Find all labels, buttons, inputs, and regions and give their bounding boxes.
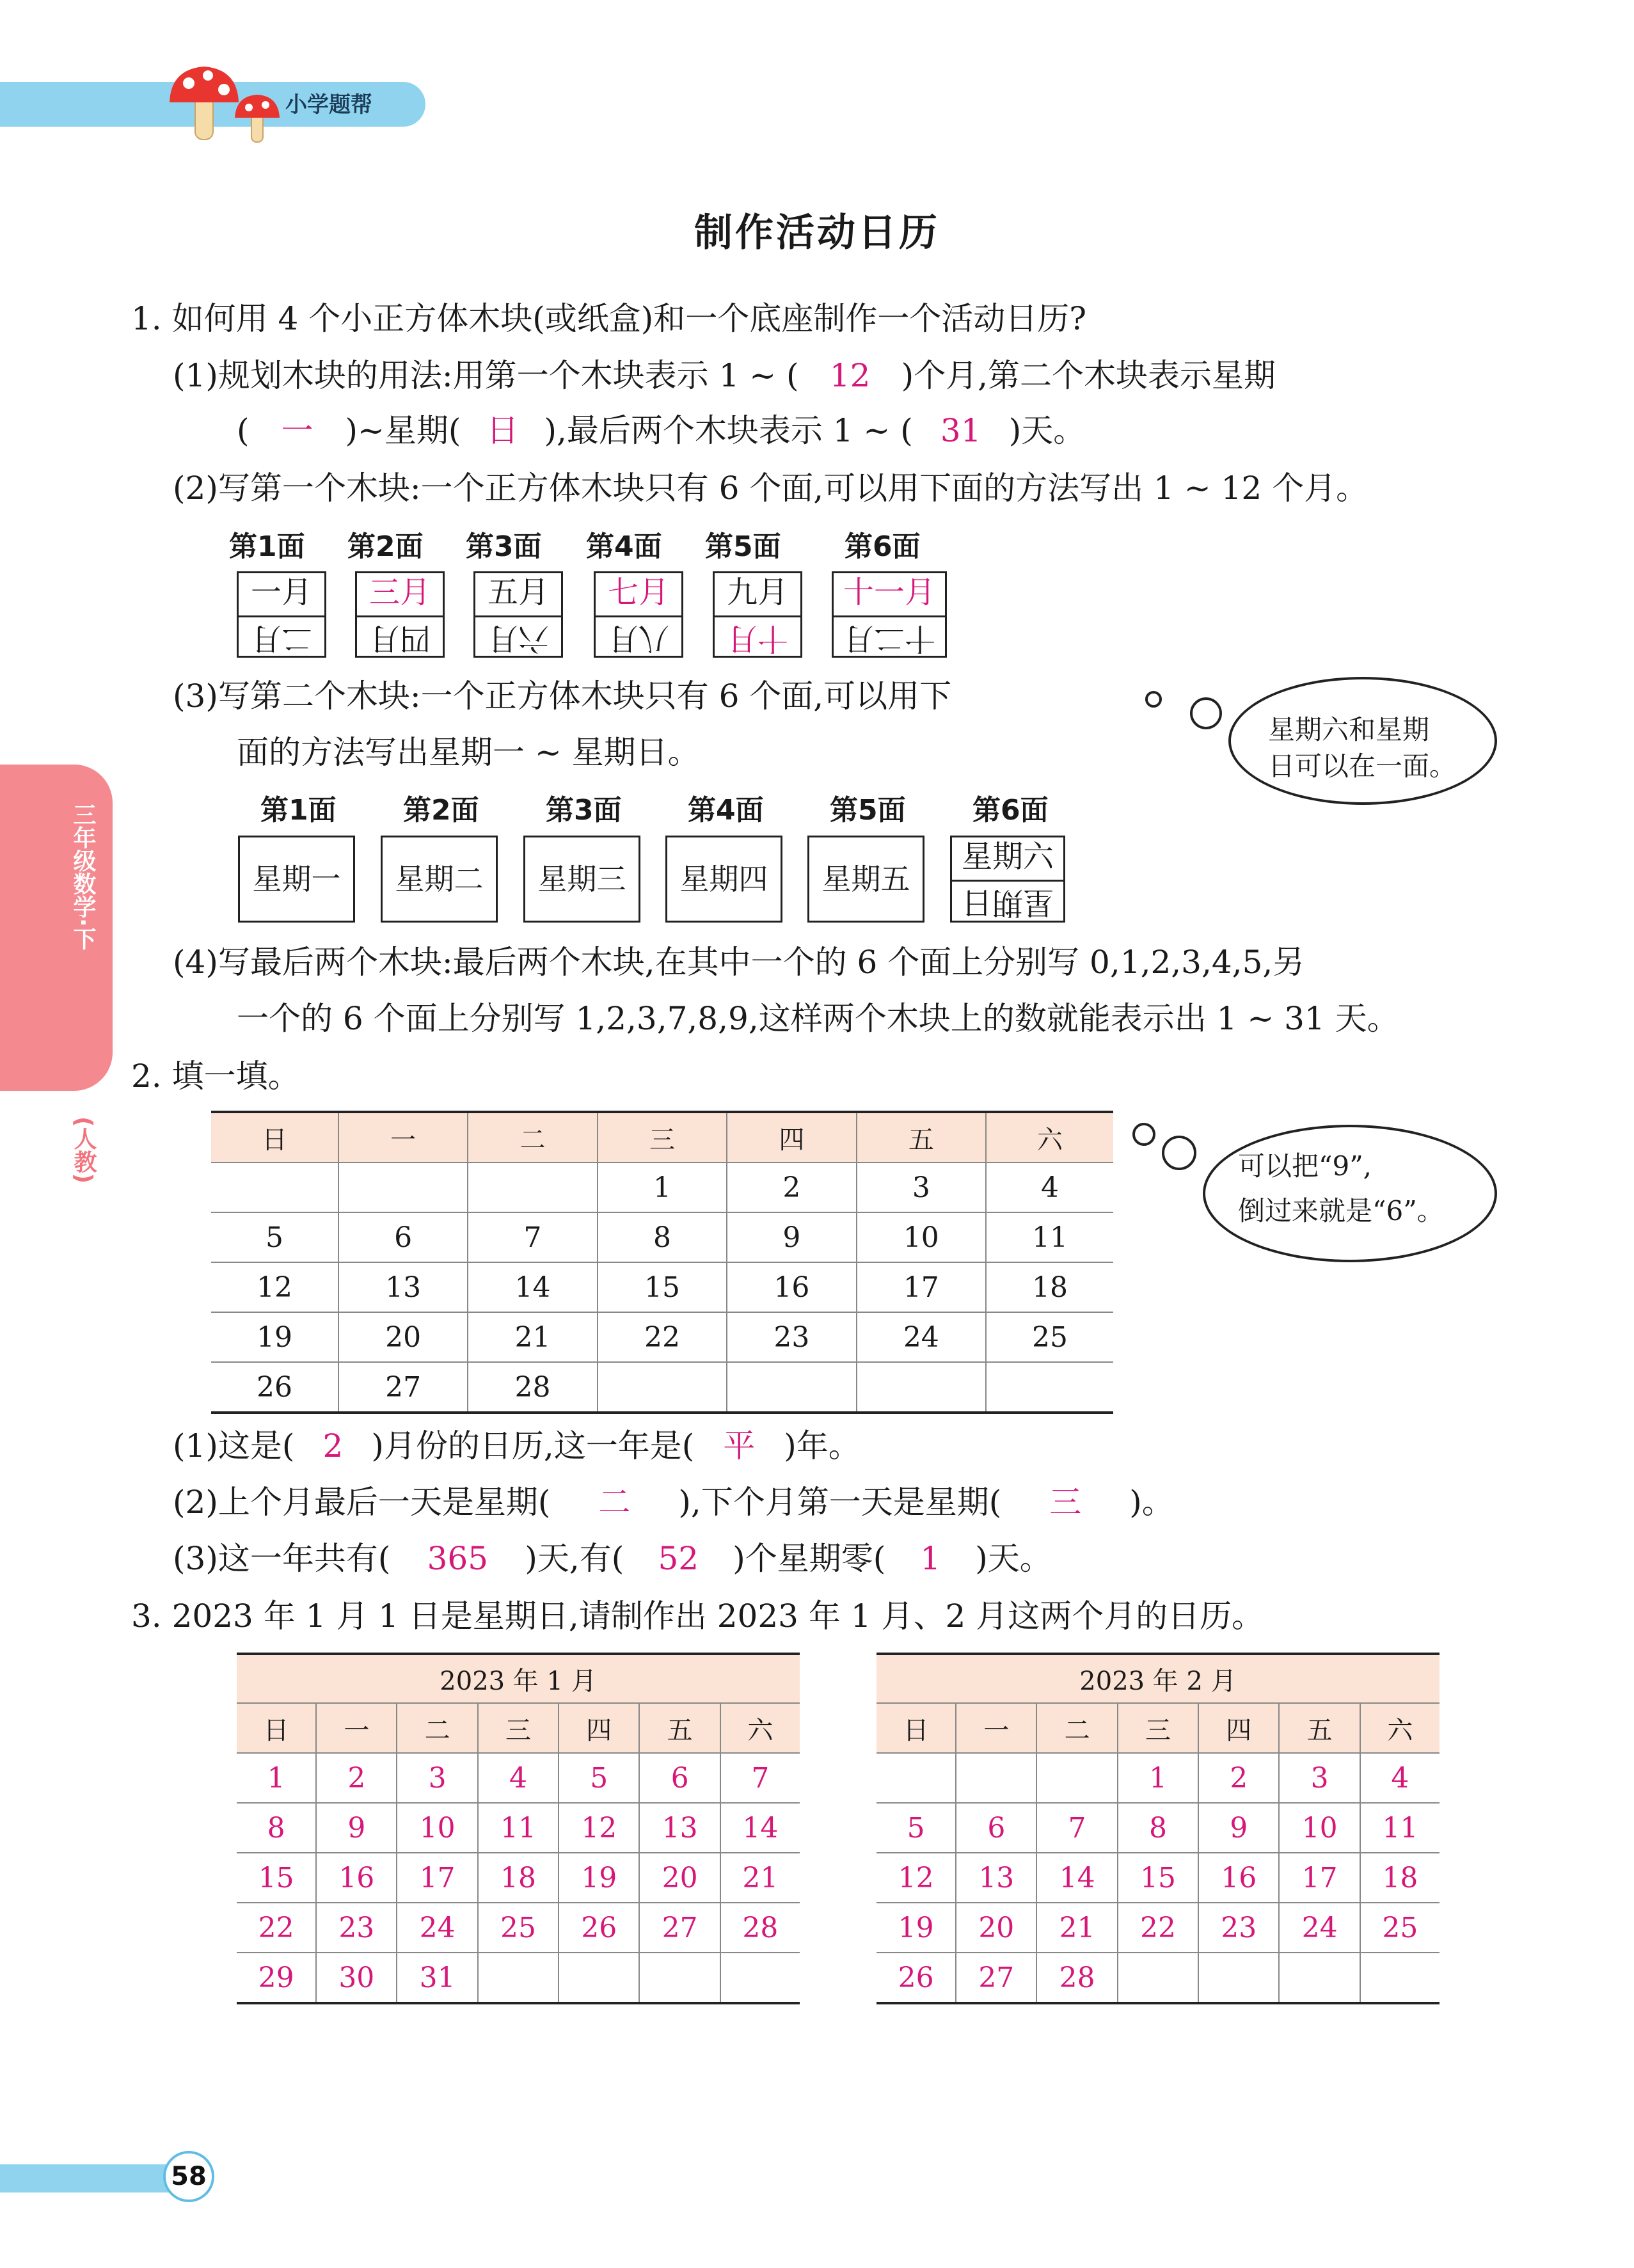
- calendar-cell: [1118, 1953, 1198, 2003]
- calendar-cell: 11: [478, 1803, 559, 1853]
- calendar-cell: 14: [468, 1262, 597, 1312]
- weekday-header: 一: [338, 1112, 468, 1162]
- calendar-cell: 17: [857, 1262, 986, 1312]
- weekday-header: 四: [1198, 1703, 1279, 1753]
- bubble2-dot-large: [1162, 1136, 1196, 1170]
- weekday-header: 一: [956, 1703, 1036, 1753]
- calendar-cell: 26: [559, 1903, 639, 1953]
- month-face-box: [355, 571, 445, 658]
- calendar-cell: [956, 1753, 1036, 1803]
- q3-stem: 3. 2023 年 1 月 1 日是星期日,请制作出 2023 年 1 月、2 月这两个月的日历。: [131, 1598, 1264, 1635]
- calendar-cell: 19: [876, 1903, 956, 1953]
- calendar-cell: 13: [956, 1853, 1036, 1903]
- bubble2-line1: 可以把“9”,: [1238, 1150, 1372, 1182]
- calendar-cell: 16: [1198, 1853, 1279, 1903]
- weekday-header: 二: [1036, 1703, 1117, 1753]
- answer-days: 31: [940, 412, 981, 449]
- calendar-cell: 7: [468, 1212, 597, 1262]
- calendar-cell: 20: [338, 1312, 468, 1362]
- month-face-top: 一月: [239, 573, 324, 617]
- calendar-cell: 1: [1118, 1753, 1198, 1803]
- calendar-cell: 6: [956, 1803, 1036, 1853]
- calendar-cell: 4: [478, 1753, 559, 1803]
- page-title: 制作活动日历: [694, 210, 940, 255]
- month-face-bottom-inverted: 四月: [369, 621, 431, 656]
- month-face-box: [237, 571, 326, 658]
- calendar-cell: 1: [598, 1162, 727, 1212]
- calendar-title: 2023 年 1 月: [237, 1654, 800, 1703]
- week-face-label: 第2面: [403, 794, 479, 827]
- weekday-header: 日: [211, 1112, 338, 1162]
- calendar-cell: [1279, 1953, 1360, 2003]
- calendar-cell: 12: [559, 1803, 639, 1853]
- calendar-cell: 28: [468, 1362, 597, 1413]
- calendar-cell: [639, 1953, 720, 2003]
- calendar-cell: 9: [727, 1212, 856, 1262]
- weekday-header: 五: [857, 1112, 986, 1162]
- weekday-header: 日: [237, 1703, 316, 1753]
- month-face-box: [832, 571, 947, 658]
- week-face-top: 星期六: [952, 837, 1063, 882]
- calendar-cell: [876, 1753, 956, 1803]
- q1-part1-line2: ( 一 )~星期( 日 ),最后两个木块表示 1 ~ ( 31 )天。: [237, 412, 1086, 449]
- calendar-cell: 15: [237, 1853, 316, 1903]
- month-face-bottom-inverted: 八月: [608, 621, 670, 656]
- calendar-cell: [720, 1953, 800, 2003]
- month-face-bottom-inverted: 十月: [727, 621, 789, 656]
- calendar-cell: 15: [598, 1262, 727, 1312]
- calendar-cell: 18: [986, 1262, 1113, 1312]
- calendar-cell: 13: [639, 1803, 720, 1853]
- week-face-text: 星期四: [679, 862, 768, 896]
- week-face-text: 星期二: [395, 862, 484, 896]
- week-face-box: [238, 836, 355, 923]
- month-face-label: 第5面: [705, 530, 781, 563]
- q1-part1-line1: (1)规划木块的用法:用第一个木块表示 1 ~ ( 12 )个月,第二个木块表示星期: [173, 357, 1276, 394]
- calendar-cell: 8: [1118, 1803, 1198, 1853]
- calendar-cell: 21: [468, 1312, 597, 1362]
- side-tab-edition: (人教): [70, 1116, 97, 1184]
- calendar-cell: 1: [237, 1753, 316, 1803]
- week-face-box: [523, 836, 640, 923]
- calendar-cell: [559, 1953, 639, 2003]
- mushroom-logo-icon: [163, 56, 291, 146]
- month-face-label: 第4面: [586, 530, 662, 563]
- calendar-cell: 28: [720, 1903, 800, 1953]
- month-face-box: [713, 571, 802, 658]
- calendar-cell: [478, 1953, 559, 2003]
- calendar-cell: 24: [1279, 1903, 1360, 1953]
- calendar-cell: 9: [1198, 1803, 1279, 1853]
- calendar-cell: 21: [720, 1853, 800, 1903]
- month-face-label: 第2面: [347, 530, 424, 563]
- calendar-title: 2023 年 2 月: [876, 1654, 1440, 1703]
- calendar-cell: 7: [1036, 1803, 1117, 1853]
- month-face-box: [594, 571, 683, 658]
- weekday-header: 三: [1118, 1703, 1198, 1753]
- weekday-header: 三: [598, 1112, 727, 1162]
- q1-part4-line2: 一个的 6 个面上分别写 1,2,3,7,8,9,这样两个木块上的数就能表示出 1 ~ 31 天。: [237, 1000, 1399, 1037]
- weekday-header: 四: [727, 1112, 856, 1162]
- weekday-header: 六: [720, 1703, 800, 1753]
- calendar-cell: 22: [237, 1903, 316, 1953]
- weekday-header: 六: [986, 1112, 1113, 1162]
- week-face-bottom-inverted: 星期日: [962, 885, 1054, 921]
- calendar-cell: 27: [956, 1953, 1036, 2003]
- weekday-header: 五: [639, 1703, 720, 1753]
- calendar-cell: 22: [598, 1312, 727, 1362]
- calendar-cell: 19: [211, 1312, 338, 1362]
- month-face-bottom-inverted: 十二月: [843, 621, 936, 656]
- weekday-header: 一: [316, 1703, 397, 1753]
- bubble1-line1: 星期六和星期: [1268, 714, 1430, 745]
- calendar-cell: 16: [727, 1262, 856, 1312]
- week-face-text: 星期一: [252, 862, 341, 896]
- calendar-cell: 7: [720, 1753, 800, 1803]
- bubble-dot-large: [1190, 697, 1222, 729]
- week-face-box: [807, 836, 924, 923]
- week-face-box: [381, 836, 498, 923]
- calendar-cell: 6: [639, 1753, 720, 1803]
- calendar-cell: 27: [338, 1362, 468, 1413]
- month-face-label: 第1面: [229, 530, 305, 563]
- answer-days-in-year: 365: [427, 1540, 489, 1577]
- calendar-cell: 28: [1036, 1953, 1117, 2003]
- month-face-bottom-inverted: 二月: [251, 621, 313, 656]
- calendar-cell: [211, 1162, 338, 1212]
- calendar-cell: 15: [1118, 1853, 1198, 1903]
- month-face-top: 三月: [357, 573, 443, 617]
- weekday-header: 四: [559, 1703, 639, 1753]
- calendar-cell: 17: [397, 1853, 477, 1903]
- week-face-label: 第1面: [260, 794, 337, 827]
- calendar-cell: 3: [1279, 1753, 1360, 1803]
- answer-next-first-day: 三: [1049, 1484, 1082, 1521]
- month-face-label: 第3面: [466, 530, 542, 563]
- q2-stem: 2. 填一填。: [131, 1058, 300, 1095]
- calendar-cell: 23: [316, 1903, 397, 1953]
- calendar-cell: 3: [857, 1162, 986, 1212]
- calendar-cell: 3: [397, 1753, 477, 1803]
- calendar-cell: 30: [316, 1953, 397, 2003]
- calendar-cell: 19: [559, 1853, 639, 1903]
- calendar-cell: 16: [316, 1853, 397, 1903]
- calendar-cell: 2: [316, 1753, 397, 1803]
- calendar-cell: [1198, 1953, 1279, 2003]
- calendar-cell: 5: [559, 1753, 639, 1803]
- bubble1-line2: 日可以在一面。: [1268, 750, 1457, 782]
- feb-calendar-table: [211, 1111, 1113, 1414]
- feb-2023-calendar: [876, 1653, 1440, 2004]
- jan-2023-calendar: [237, 1653, 800, 2004]
- q1-part2: (2)写第一个木块:一个正方体木块只有 6 个面,可以用下面的方法写出 1 ~ 12 个月。: [173, 470, 1368, 507]
- calendar-cell: 4: [1360, 1753, 1440, 1803]
- calendar-cell: 20: [956, 1903, 1036, 1953]
- calendar-cell: [338, 1162, 468, 1212]
- calendar-cell: 5: [211, 1212, 338, 1262]
- answer-weeks: 52: [658, 1540, 699, 1577]
- bubble2-dot-small: [1132, 1123, 1155, 1146]
- weekday-header: 五: [1279, 1703, 1360, 1753]
- calendar-cell: 27: [639, 1903, 720, 1953]
- calendar-cell: 23: [1198, 1903, 1279, 1953]
- answer-prev-last-day: 二: [598, 1484, 631, 1521]
- calendar-cell: [1360, 1953, 1440, 2003]
- week-face-box: [950, 836, 1065, 923]
- calendar-cell: 10: [857, 1212, 986, 1262]
- calendar-cell: 29: [237, 1953, 316, 2003]
- calendar-cell: 4: [986, 1162, 1113, 1212]
- calendar-cell: 23: [727, 1312, 856, 1362]
- week-face-label: 第6面: [972, 794, 1049, 827]
- calendar-cell: 8: [598, 1212, 727, 1262]
- q2-sub2: (2)上个月最后一天是星期( 二 ),下个月第一天是星期( 三 )。: [173, 1484, 1174, 1521]
- calendar-cell: 26: [211, 1362, 338, 1413]
- answer-extra-days: 1: [920, 1540, 941, 1577]
- calendar-cell: 11: [986, 1212, 1113, 1262]
- weekday-header: 六: [1360, 1703, 1440, 1753]
- month-face-top: 七月: [596, 573, 681, 617]
- month-face-bottom-inverted: 六月: [488, 621, 550, 656]
- month-face-top: 九月: [715, 573, 800, 617]
- q2-sub3: (3)这一年共有( 365 )天,有( 52 )个星期零( 1 )天。: [173, 1540, 1052, 1577]
- weekday-header: 二: [468, 1112, 597, 1162]
- answer-month: 2: [322, 1427, 344, 1464]
- calendar-cell: 21: [1036, 1903, 1117, 1953]
- week-face-label: 第5面: [830, 794, 906, 827]
- calendar-cell: 12: [211, 1262, 338, 1312]
- bubble2-line2: 倒过来就是“6”。: [1238, 1195, 1444, 1226]
- calendar-cell: 6: [338, 1212, 468, 1262]
- calendar-cell: 22: [1118, 1903, 1198, 1953]
- week-face-label: 第3面: [546, 794, 622, 827]
- calendar-cell: 10: [397, 1803, 477, 1853]
- calendar-cell: 2: [727, 1162, 856, 1212]
- calendar-cell: [986, 1362, 1113, 1413]
- q1-stem: 1. 如何用 4 个小正方体木块(或纸盒)和一个底座制作一个活动日历?: [131, 300, 1087, 337]
- calendar-cell: 25: [1360, 1903, 1440, 1953]
- weekday-header: 日: [876, 1703, 956, 1753]
- calendar-cell: [468, 1162, 597, 1212]
- month-face-label: 第6面: [845, 530, 921, 563]
- q1-part3-line2: 面的方法写出星期一 ~ 星期日。: [237, 734, 700, 771]
- q1-part4-line1: (4)写最后两个木块:最后两个木块,在其中一个的 6 个面上分别写 0,1,2,3,4,5,另: [173, 944, 1305, 981]
- week-face-label: 第4面: [688, 794, 764, 827]
- calendar-cell: 24: [857, 1312, 986, 1362]
- calendar-cell: [598, 1362, 727, 1413]
- brand-text: 小学题帮: [285, 92, 372, 118]
- week-face-box: [665, 836, 782, 923]
- calendar-cell: [727, 1362, 856, 1413]
- week-face-text: 星期五: [821, 862, 910, 896]
- q1-part3-line1: (3)写第二个木块:一个正方体木块只有 6 个面,可以用下: [173, 678, 952, 715]
- side-tab-title: 三年级数学·下: [70, 803, 96, 950]
- calendar-cell: 26: [876, 1953, 956, 2003]
- calendar-cell: 18: [478, 1853, 559, 1903]
- calendar-cell: 12: [876, 1853, 956, 1903]
- calendar-cell: 14: [1036, 1853, 1117, 1903]
- calendar-cell: 25: [986, 1312, 1113, 1362]
- answer-week-start: 一: [281, 412, 313, 449]
- calendar-cell: 20: [639, 1853, 720, 1903]
- answer-week-end: 日: [486, 412, 519, 449]
- calendar-cell: 14: [720, 1803, 800, 1853]
- answer-months: 12: [829, 357, 871, 394]
- calendar-cell: 9: [316, 1803, 397, 1853]
- month-face-box: [473, 571, 563, 658]
- calendar-cell: 10: [1279, 1803, 1360, 1853]
- calendar-cell: 25: [478, 1903, 559, 1953]
- calendar-cell: [857, 1362, 986, 1413]
- calendar-cell: 18: [1360, 1853, 1440, 1903]
- calendar-cell: 17: [1279, 1853, 1360, 1903]
- calendar-cell: 11: [1360, 1803, 1440, 1853]
- calendar-cell: 2: [1198, 1753, 1279, 1803]
- weekday-header: 三: [478, 1703, 559, 1753]
- calendar-cell: 31: [397, 1953, 477, 2003]
- week-face-text: 星期三: [537, 862, 626, 896]
- answer-year-type: 平: [723, 1427, 756, 1464]
- bubble-dot-small: [1145, 691, 1162, 708]
- calendar-cell: 24: [397, 1903, 477, 1953]
- page-number: 58: [163, 2151, 214, 2202]
- calendar-cell: 5: [876, 1803, 956, 1853]
- month-face-top: 五月: [475, 573, 561, 617]
- weekday-header: 二: [397, 1703, 477, 1753]
- q2-sub1: (1)这是( 2 )月份的日历,这一年是( 平 )年。: [173, 1427, 861, 1464]
- calendar-cell: 13: [338, 1262, 468, 1312]
- calendar-cell: 8: [237, 1803, 316, 1853]
- calendar-cell: [1036, 1753, 1117, 1803]
- month-face-top: 十一月: [834, 573, 945, 617]
